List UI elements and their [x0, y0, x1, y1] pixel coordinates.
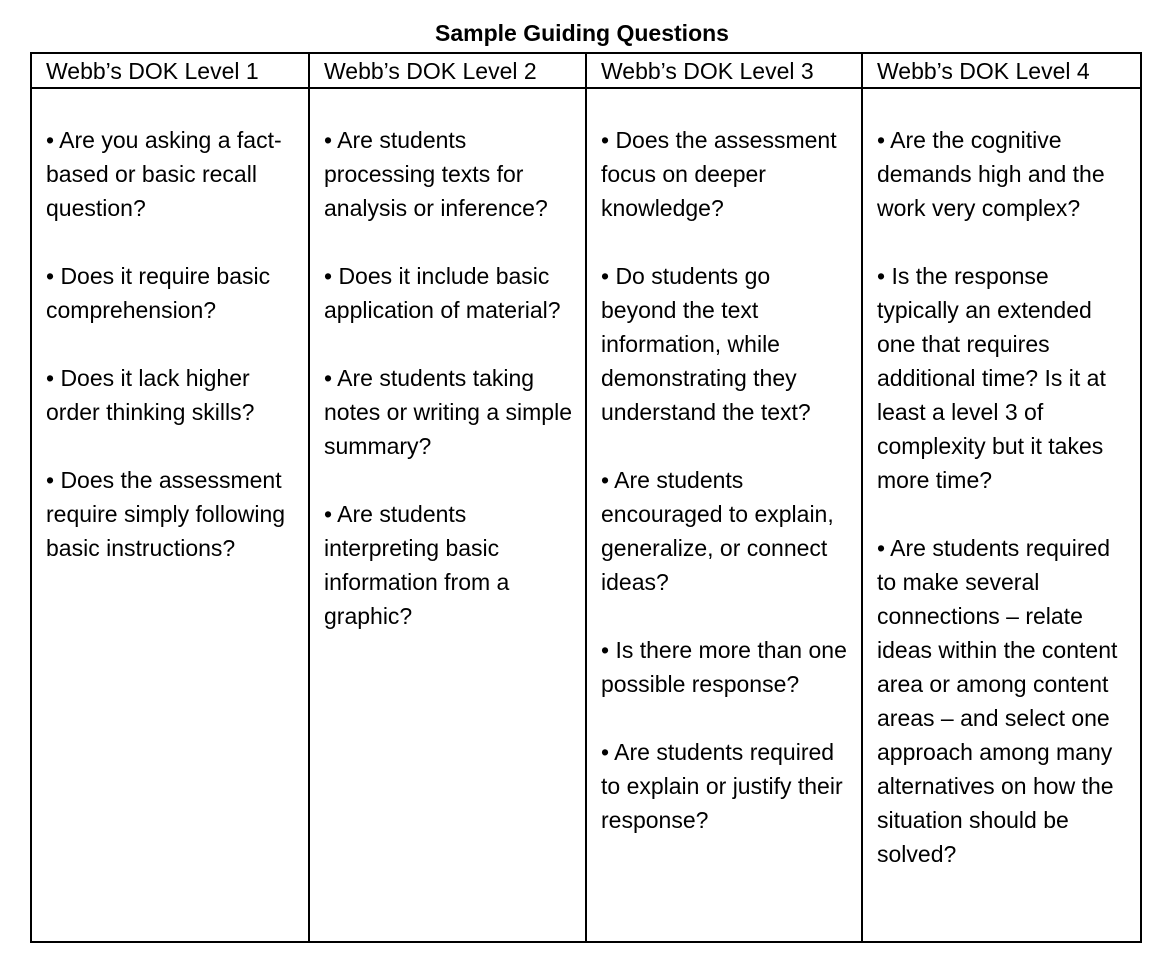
question-item: • Are the cognitive demands high and the work very complex? [877, 127, 1105, 221]
column-header-level-4: Webb’s DOK Level 4 [862, 53, 1141, 88]
question-item: • Are students processing texts for analysis or inference? [324, 127, 548, 221]
level-3-questions [586, 88, 862, 942]
question-item: • Does the assessment require simply following basic instructions? [46, 467, 286, 561]
question-item: • Are students encouraged to explain, generalize, or connect ideas? [601, 467, 834, 595]
question-item: • Does it require basic comprehension? [46, 263, 271, 323]
question-item: • Is there more than one possible response? [601, 637, 847, 697]
question-item: • Are students required to make several connections – relate ideas within the content area or among content areas – and select one approach among many alternatives on how the situation should be solved? [877, 535, 1118, 867]
questions-row [31, 88, 1141, 942]
question-item: • Does it lack higher order thinking skills? [46, 365, 255, 425]
header-row [31, 53, 1141, 88]
question-item: • Is the response typically an extended one that requires additional time? Is it at least a level 3 of complexity but it takes more time? [877, 263, 1106, 493]
level-2-questions [309, 88, 586, 942]
page-title: Sample Guiding Questions [435, 20, 729, 46]
column-header-level-2: Webb’s DOK Level 2 [309, 53, 586, 88]
question-item: • Are students interpreting basic information from a graphic? [324, 501, 510, 629]
question-item: • Are you asking a fact-based or basic recall question? [46, 127, 282, 221]
column-header-level-1: Webb’s DOK Level 1 [31, 53, 309, 88]
level-4-questions [862, 88, 1141, 942]
question-item: • Are students taking notes or writing a simple summary? [324, 365, 572, 459]
question-item: • Do students go beyond the text information, while demonstrating they understand the text? [601, 263, 811, 425]
question-item: • Does the assessment focus on deeper knowledge? [601, 127, 837, 221]
level-1-questions [31, 88, 309, 942]
question-item: • Does it include basic application of material? [324, 263, 561, 323]
guiding-questions-table [30, 52, 1142, 943]
question-item: • Are students required to explain or justify their response? [601, 739, 843, 833]
column-header-level-3: Webb’s DOK Level 3 [586, 53, 862, 88]
